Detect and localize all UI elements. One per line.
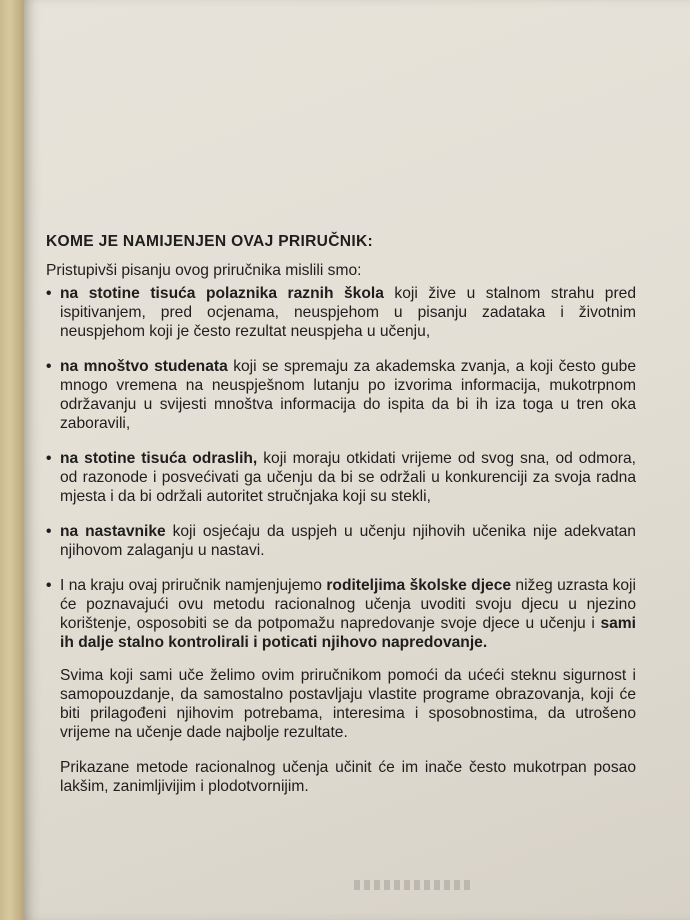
- list-item: [46, 576, 636, 652]
- section-heading: KOME JE NAMIJENJEN OVAJ PRIRUČNIK:: [46, 233, 374, 250]
- item-text: I na kraju ovaj priručnik namjenjujemo: [60, 577, 327, 594]
- item-text: koji se spremaju za akademska zvanja, a koji često gube mnogo vremena na neuspješnom lutanju po izvorima informacija, mukotrpnom održavanju u svijesti mnoštva informacija do ispita da bi ih iza toga u tren oka zaboravili,: [60, 358, 636, 432]
- list-item: [46, 449, 636, 506]
- bold-phrase: na nastavnike: [60, 523, 166, 540]
- bold-phrase: roditeljima školske djece: [326, 577, 512, 594]
- bullet-icon: •: [46, 285, 52, 302]
- book-spine: [0, 0, 24, 920]
- audience-list: [46, 284, 636, 652]
- bold-phrase: na stotine tisuća odraslih,: [60, 450, 258, 467]
- list-item: [46, 522, 636, 560]
- item-text: koji moraju otkidati vrijeme od svog sna, od odmora, od razonode i posvećivati ga učenju da bi se održali u konkurenciji za svoja radna mjesta i da bi održali autoritet stručnjaka koji su stekli,: [60, 450, 636, 505]
- bullet-icon: •: [46, 358, 52, 375]
- bullet-icon: •: [46, 450, 52, 467]
- item-text: koji osjećaju da uspjeh u učenju njihovih učenika nije adekvatan njihovom zalaganju u nastavi.: [60, 523, 636, 559]
- item-text: koji žive u stalnom strahu pred ispitivanjem, pred ocjenama, neuspjehom u pisanju zadataka i životnim neuspjehom koji je često rezultat neuspjeha u učenju,: [60, 285, 636, 340]
- book-page: [24, 0, 690, 920]
- list-item: [46, 284, 636, 341]
- page-text: [46, 232, 636, 812]
- final-paragraph: Prikazane metode racionalnog učenja učinit će im inače često mukotrpan posao lakšim, zanimljivijim i plodotvornijim.: [60, 759, 636, 795]
- bold-phrase: sami ih dalje stalno kontrolirali i poticati njihovo napredovanje.: [60, 615, 636, 651]
- closing-paragraph: Svima koji sami uče želimo ovim priručnikom pomoći da ućeći steknu sigurnost i samopouzdanje, da samostalno postavljaju vlastite programe obrazovanja, koji će biti prilagođeni njihovim potrebama, interesima i sposobnostima, da utrošeno vrijeme na učenje dade najbolje rezultate.: [60, 667, 636, 741]
- list-item: [46, 357, 636, 433]
- bullet-icon: •: [46, 523, 52, 540]
- bold-phrase: na stotine tisuća polaznika raznih škola: [60, 285, 384, 302]
- bullet-icon: •: [46, 577, 52, 594]
- bold-phrase: na mnoštvo studenata: [60, 358, 228, 375]
- item-text: nižeg uzrasta koji će poznavajući ovu metodu racionalnog učenja uvoditi svoju djecu u njezino korištenje, osposobiti se da potpomažu napredovanje svoje djece u učenju i: [60, 577, 636, 632]
- faint-footer-marks: [354, 880, 474, 890]
- intro-line: Pristupivši pisanju ovog priručnika mislili smo:: [46, 262, 362, 279]
